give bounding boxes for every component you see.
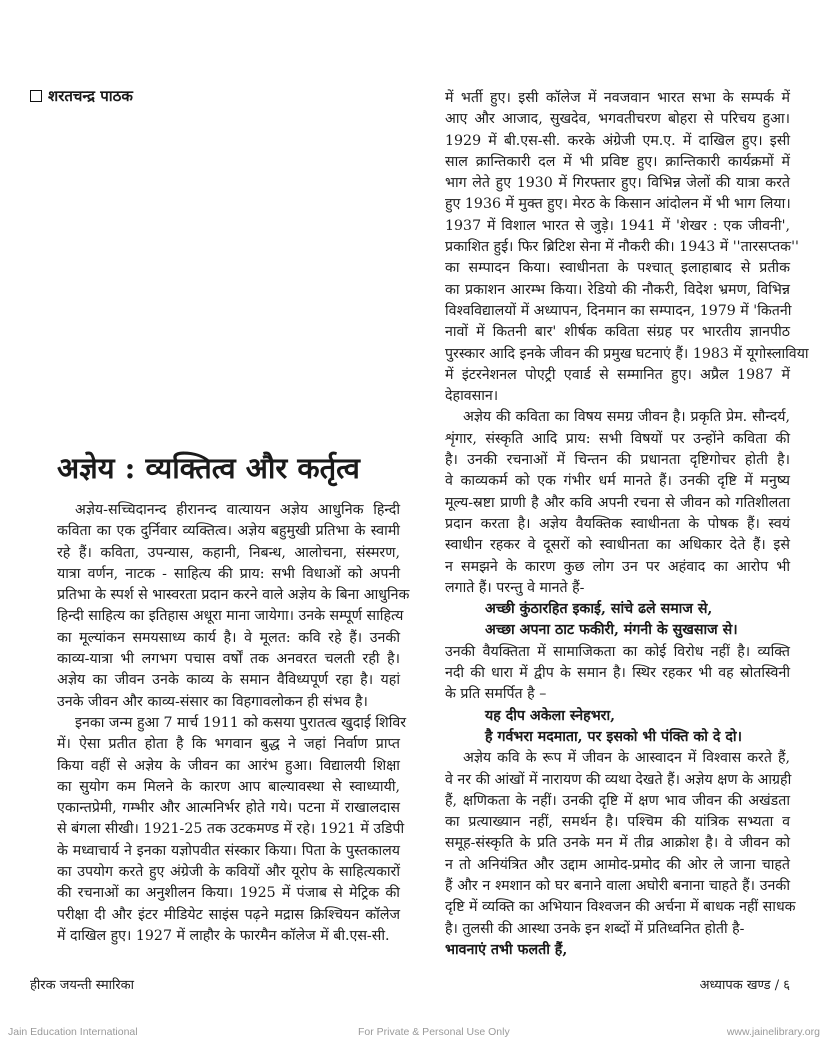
text-line: की रचनाओं का अनुशीलन किया। 1925 में पंजाब से मेट्रिक की — [57, 885, 400, 902]
text-line: यात्रा वर्णन, नाटक - साहित्य की प्राय: सभी विधाओं को अपनी — [57, 565, 400, 582]
credit-website[interactable]: www.jainelibrary.org — [726, 1026, 820, 1038]
footer-page-number: अध्यापक खण्ड / ६ — [699, 978, 790, 993]
text-line: भाग लेते हुए 1930 में गिरफ्तार हुए। विभिन्न जेलों की यात्रा करते — [445, 175, 790, 192]
paragraph — [445, 748, 796, 940]
text-line: है। तुलसी की आस्था उनके इन शब्दों में प्रतिध्वनित होती है- — [445, 920, 745, 937]
paragraph — [445, 940, 790, 961]
text-line: विश्वविद्यालयों में अध्यापन, दिनमान का सम्पादन, 1979 में 'कितनी — [445, 302, 792, 319]
paragraph — [57, 500, 410, 713]
text-line: में इंटरनेशनल पोएट्री एवार्ड से सम्मानित हुए। अप्रैल 1987 में — [445, 366, 790, 383]
text-line: का प्रत्याख्यान नहीं, समर्थन है। पश्चिम की यांत्रिक सभ्यता व — [445, 814, 790, 831]
text-line: का सम्पादन किया। स्वाधीनता के पश्चात् इलाहाबाद से प्रतीक — [445, 260, 790, 277]
text-line: रहे हैं। कविता, उपन्यास, कहानी, निबन्ध, आलोचना, संस्मरण, — [57, 544, 400, 561]
paragraph — [445, 407, 790, 599]
text-line: न समझने के कारण कुछ लोग उन पर अहंवाद का आरोप भी — [445, 558, 790, 575]
paragraph — [57, 713, 407, 947]
text-line: न तो अनियंत्रित और उद्दाम आमोद-प्रमोद की ओर ले जाना चाहते — [445, 856, 790, 873]
text-line: से बंगला सीखी। 1921-25 तक उटकमण्ड में रहे। 1921 में उडिपी — [57, 821, 405, 838]
credit-usage: For Private & Personal Use Only — [358, 1026, 510, 1038]
text-line: कविता का एक दुर्निवार व्यक्तित्व। अज्ञेय बहुमुखी प्रतिभा के स्वामी — [57, 523, 400, 540]
text-line: हैं और न श्मशान को घर बनाने वाला अघोरी बनाना चाहते हैं। उनकी — [445, 877, 790, 894]
text-line: नावों में कितनी बार' शीर्षक कविता संग्रह पर भारतीय ज्ञानपीठ — [445, 324, 790, 341]
text-line: अच्छा अपना ठाट फकीरी, मंगनी के सुखसाज से। — [485, 622, 738, 639]
text-line: प्रदान करता है। अज्ञेय वैयक्तिक स्वाधीनता के पोषक हैं। स्वयं — [445, 515, 790, 532]
paragraph — [445, 642, 790, 706]
text-line: अज्ञेय की कविता का विषय समग्र जीवन है। प्रकृति प्रेम. सौन्दर्य, — [463, 409, 790, 426]
text-line: वे नर की आंखों में नारायण की व्यथा देखते हैं। अज्ञेय क्षण के आग्रही — [445, 771, 792, 788]
paragraph — [445, 88, 809, 407]
right-column — [445, 88, 809, 961]
text-line: साल क्रान्तिकारी दल में भी प्रविष्ट हुए। क्रान्तिकारी कार्यक्रमों में — [445, 153, 790, 170]
text-line: किया वहीं से अज्ञेय के जीवन का आरंभ हुआ। विद्यालयी शिक्षा — [57, 757, 400, 774]
text-line: अज्ञेय कवि के रूप में जीवन के आस्वादन में विश्वास करते हैं, — [463, 750, 790, 767]
text-line: पुरस्कार आदि इनके जीवन की प्रमुख घटनाएं हैं। 1983 में यूगोस्लाविया — [445, 345, 809, 362]
text-line: अच्छी कुंठारहित इकाई, सांचे ढले समाज से, — [485, 601, 713, 618]
text-line: अज्ञेय का जीवन उनके काव्य के समान वैविध्यपूर्ण रहा है। यहां — [57, 672, 400, 689]
text-line: हिन्दी साहित्य का इतिहास अधूरा माना जायेगा। उनके सम्पूर्ण साहित्य — [57, 608, 404, 625]
article-title: अज्ञेय : व्यक्तित्व और कर्तृत्व — [57, 451, 360, 485]
text-line: के मध्वाचार्य ने इनका यज्ञोपवीत संस्कार किया। पिता के पुस्तकालय — [57, 842, 400, 859]
verse-block — [445, 706, 790, 749]
text-line: समूह-संस्कृति के प्रति उनके मन में तीव्र आक्रोश है। वे जीवन को — [445, 835, 790, 852]
text-line: उनकी वैयक्तिता में सामाजिकता का कोई विरोध नहीं है। व्यक्ति — [445, 643, 790, 660]
credit-source: Jain Education International — [8, 1026, 138, 1038]
text-line: उनके जीवन और काव्य-संसार का विहगावलोकन ही संभव है। — [57, 693, 368, 710]
text-line: दृष्टि में व्यक्ति का अभियान विश्वजन की अर्चना में बाधक नहीं साधक — [445, 899, 796, 916]
author-byline — [30, 86, 133, 106]
text-line: शृंगार, संस्कृति आदि प्राय: सभी विषयों पर उन्होंने कविता की — [445, 430, 790, 447]
text-line: है गर्वभरा मदमाता, पर इसको भी पंक्ति को दे दो। — [485, 728, 742, 745]
text-line: का मूल्यांकन समयसाध्य कार्य है। वे मूलत: कवि रहे हैं। उनकी — [57, 629, 400, 646]
text-line: का उपयोग करते हुए अंग्रेजी के कवियों और यूरोप के साहित्यकारों — [57, 864, 400, 881]
text-line: में। ऐसा प्रतीत होता है कि भगवान बुद्ध ने जहां निर्वाण प्राप्त — [57, 736, 400, 753]
text-line: नदी की धारा में द्वीप के समान है। स्थिर रहकर भी वह स्रोतस्विनी — [445, 665, 790, 682]
text-line: स्वाधीन रहकर वे दूसरों को स्वाधीनता का अधिकार देते हैं। इसे — [445, 537, 790, 554]
text-line: में भर्ती हुए। इसी कॉलेज में नवजवान भारत सभा के सम्पर्क में — [445, 90, 790, 106]
text-line: के प्रति समर्पित है – — [445, 686, 547, 703]
text-line: है। उनकी रचनाओं में चिन्तन की प्रधानता दृष्टिगोचर होती है। — [445, 452, 790, 469]
text-line: भावनाएं तभी फलती हैं, — [445, 941, 568, 958]
text-line: प्रतिभा के स्पर्श से भास्वरता प्रदान करने वाले अज्ञेय के बिना आधुनिक — [57, 587, 410, 604]
text-line: का सुयोग कम मिलने के कारण आप बाल्यावस्था से स्वाध्यायी, — [57, 778, 400, 795]
text-line: आए और आजाद, सुखदेव, भगवतीचरण बोहरा से परिचय हुआ। — [445, 111, 790, 128]
text-line: यह दीप अकेला स्नेहभरा, — [485, 707, 616, 724]
checkbox-bullet-icon — [30, 90, 42, 102]
text-line: मूल्य-स्रष्टा प्राणी है और कवि अपनी रचना से जीवन को गतिशीलता — [445, 494, 790, 511]
text-line: हैं, क्षणिकता के नहीं। उनकी दृष्टि में क्षण भाव जीवन की अखंडता — [445, 792, 790, 809]
text-line: लगाते हैं। परन्तु वे मानते हैं- — [445, 579, 585, 596]
text-line: वे काव्यकर्म को एक गंभीर धर्म मानते हैं। उनकी दृष्टि में मनुष्य — [445, 473, 790, 490]
text-line: हुए 1936 में मुक्त हुए। मेरठ के किसान आंदोलन में भी भाग लिया। — [445, 196, 791, 213]
text-line: का प्रकाशन आरम्भ किया। रेडियो की नौकरी, विदेश भ्रमण, विभिन्न — [445, 281, 790, 298]
text-line: देहावसान। — [445, 388, 499, 405]
footer-publication: हीरक जयन्ती स्मारिका — [30, 978, 135, 993]
text-line: अज्ञेय-सच्चिदानन्द हीरानन्द वात्यायन अज्ञेय आधुनिक हिन्दी — [75, 502, 400, 518]
text-line: में दाखिल हुए। 1927 में लाहौर के फारमैन कॉलेज में बी.एस-सी. — [57, 927, 390, 944]
verse-block — [445, 599, 790, 642]
text-line: एकान्तप्रेमी, गम्भीर और आत्मनिर्भर होते गये। पटना में राखालदास — [57, 800, 400, 817]
text-line: 1937 में विशाल भारत से जुड़े। 1941 में 'शेखर : एक जीवनी', — [445, 217, 790, 234]
text-line: इनका जन्म हुआ 7 मार्च 1911 को कसया पुरातत्व खुदाई शिविर — [75, 714, 407, 731]
text-line: काव्य-यात्रा भी लगभग पचास वर्षों तक अनवरत चलती रही है। — [57, 651, 400, 668]
text-line: परीक्षा दी और इंटर मीडियेट साइंस पढ़ने मद्रास क्रिश्चियन कॉलेज — [57, 906, 400, 923]
left-column — [57, 500, 410, 947]
text-line: प्रकाशित हुई। फिर ब्रिटिश सेना में नौकरी की। 1943 में ''तारसप्तक'' — [445, 239, 799, 256]
author-name: शरतचन्द्र पाठक — [48, 87, 133, 105]
text-line: 1929 में बी.एस-सी. करके अंग्रेजी एम.ए. में दाखिल हुए। इसी — [445, 132, 790, 149]
